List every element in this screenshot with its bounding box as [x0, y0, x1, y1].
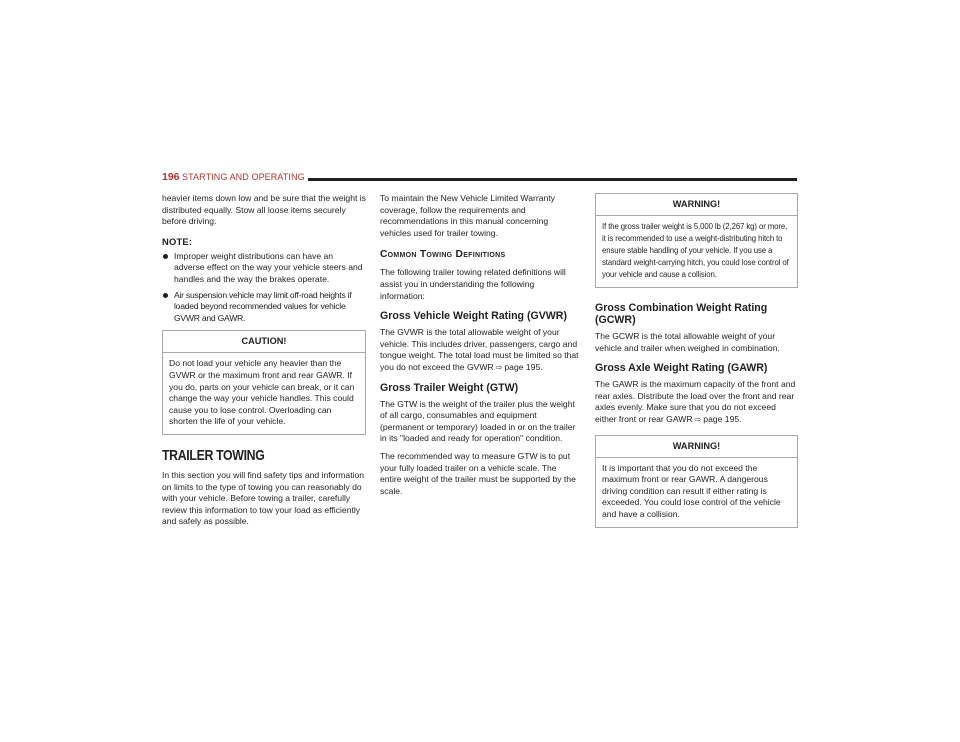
warning-box-2: [595, 435, 798, 528]
gtw-paragraph-1: The GTW is the weight of the trailer plus the weight of all cargo, consumables and equipment (permanent or temporary) loaded in or on the trailer in its "loaded and ready for operation" condition.: [380, 398, 576, 444]
gtw-paragraph-2: The recommended way to measure GTW is to put your fully loaded trailer on a vehicle scale. The entire weight of the trailer must be supported by the scale.: [380, 450, 576, 496]
arrow-ref-icon: ⇨: [495, 362, 503, 372]
gawr-page-ref[interactable]: page 195.: [703, 413, 742, 424]
caution-text: Do not load your vehicle any heavier than the GVWR or the maximum front and rear GAWR. If you do, parts on your vehicle can break, or it can change the way your vehicle handles. This could cause you to lose control. Overloading can shorten the life of your vehicle.: [169, 358, 355, 427]
column-middle: [380, 193, 580, 497]
header-rule: [308, 178, 797, 181]
list-item: [162, 290, 366, 325]
warning-title-1: WARNING!: [596, 194, 797, 216]
page-number: 196: [162, 171, 180, 183]
gcwr-heading: Gross Combination Weight Rating (GCWR): [595, 302, 768, 326]
column-right: [595, 193, 798, 528]
trailer-towing-heading: TRAILER TOWING: [162, 446, 265, 464]
list-item-text: Air suspension vehicle may limit off-road heights if loaded beyond recommended values for vehicle GVWR and GAWR.: [174, 289, 352, 323]
gawr-heading: Gross Axle Weight Rating (GAWR): [595, 362, 768, 375]
column-left: [162, 193, 366, 528]
list-item-text: Improper weight distributions can have an adverse effect on the way your vehicle steers and handles and the way the brakes operate.: [174, 250, 363, 284]
bullet-icon: [163, 254, 168, 259]
caution-title: CAUTION!: [163, 331, 365, 353]
section-title: STARTING AND OPERATING: [182, 172, 305, 182]
gvwr-heading: Gross Vehicle Weight Rating (GVWR): [380, 310, 567, 323]
intro-paragraph: heavier items down low and be sure that the weight is distributed equally. Stow all loose items securely before driving.: [162, 193, 366, 227]
gcwr-paragraph: The GCWR is the total allowable weight of your vehicle and trailer when weighed in combination.: [595, 331, 780, 353]
gvwr-page-ref[interactable]: page 195.: [504, 361, 543, 372]
caution-box: [162, 330, 366, 435]
gvwr-paragraph: [380, 327, 580, 373]
warranty-paragraph: To maintain the New Vehicle Limited Warranty coverage, follow the requirements and recommendations in this manual concerning vehicles used for trailer towing.: [380, 193, 555, 238]
arrow-ref-icon: ⇨: [694, 414, 702, 424]
trailer-towing-paragraph: In this section you will find safety tips and information on limits to the type of towing you can reasonably do with your vehicle. Before towing a trailer, carefully review this information to tow your load as efficiently and safely as possible.: [162, 469, 365, 527]
note-label: NOTE:: [162, 235, 193, 247]
definitions-intro: The following trailer towing related definitions will assist you in understanding the following information:: [380, 267, 566, 301]
page-header: [162, 171, 798, 187]
gawr-paragraph: [595, 379, 798, 425]
list-item: [162, 251, 366, 286]
gawr-text: The GAWR is the maximum capacity of the front and rear axles. Distribute the load over the front and rear axles evenly. Make sure that you do not exceed either front or rear GAWR: [595, 379, 796, 424]
note-list: [162, 251, 366, 325]
warning-text-2: It is important that you do not exceed the maximum front or rear GAWR. A dangerous driving condition can result if either rating is exceeded. You could lose control of the vehicle and have a collision.: [602, 462, 781, 519]
warning-title-2: WARNING!: [596, 436, 797, 458]
warning-box-1: [595, 193, 798, 288]
gtw-heading: Gross Trailer Weight (GTW): [380, 381, 519, 394]
gvwr-text: The GVWR is the total allowable weight of your vehicle. This includes driver, passengers, cargo and tongue weight. The total load must be limited so that you do not exceed the GVWR: [380, 327, 579, 372]
definitions-heading: Common Towing Definitions: [380, 249, 506, 261]
warning-text-1: If the gross trailer weight is 5,000 lb (2,267 kg) or more, it is recommended to use a weight-distributing hitch to ensure stable handling of your vehicle. If you use a standard weight-carrying hitch, you could lose control of your vehicle and cause a collision.: [602, 222, 789, 279]
bullet-icon: [163, 293, 168, 298]
